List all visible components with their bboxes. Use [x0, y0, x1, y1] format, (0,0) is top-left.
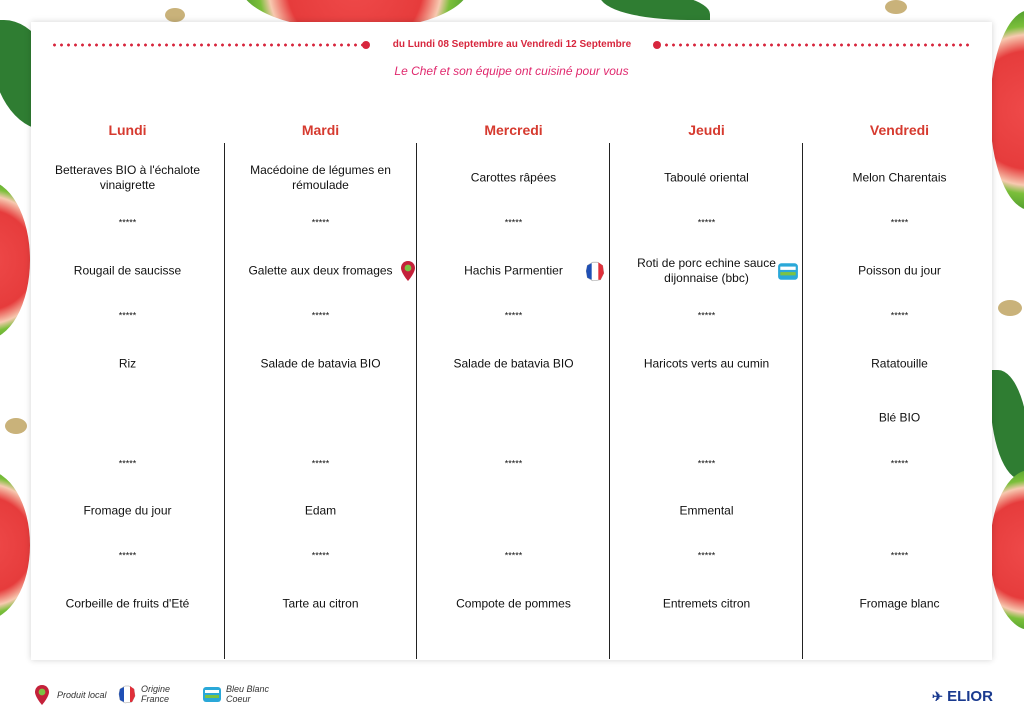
legend-origin-line1: Origine	[141, 684, 171, 694]
course-separator: *****	[311, 550, 330, 561]
bleu-blanc-coeur-icon	[777, 260, 799, 282]
subtitle: Le Chef et son équipe ont cuisiné pour vous	[394, 64, 629, 78]
menu-item: Fromage blanc	[859, 596, 940, 611]
menu-item: Macédoine de légumes en rémoulade	[250, 163, 391, 192]
menu-item: Betteraves BIO à l'échalote vinaigrette	[54, 163, 201, 192]
course-separator: *****	[311, 458, 330, 469]
france-map-icon	[584, 260, 606, 282]
day-heading: Mardi	[301, 122, 340, 138]
day-column-mercredi	[417, 118, 610, 658]
course-separator: *****	[890, 458, 909, 469]
menu-item: Emmental	[679, 503, 734, 518]
course-separator: *****	[504, 310, 523, 321]
menu-item: Taboulé oriental	[664, 170, 749, 185]
watermelon-decoration	[0, 180, 30, 340]
date-range: du Lundi 08 Septembre au Vendredi 12 Septembre	[392, 39, 632, 50]
course-separator: *****	[504, 458, 523, 469]
menu-item: Compote de pommes	[456, 596, 571, 611]
menu-item: Fromage du jour	[83, 503, 172, 518]
course-separator: *****	[697, 550, 716, 561]
dotted-line-left	[51, 42, 363, 48]
dot-bullet-right	[653, 41, 661, 49]
dotted-line-right	[663, 42, 973, 48]
leaf-decoration	[600, 0, 710, 20]
bleu-blanc-coeur-icon	[202, 684, 222, 704]
pin-icon	[397, 260, 419, 282]
dot-bullet-left	[362, 41, 370, 49]
menu-item: Salade de batavia BIO	[260, 356, 381, 371]
elior-logo	[932, 688, 993, 705]
france-map-icon	[117, 684, 137, 704]
legend-origin-line2: France	[141, 694, 170, 704]
day-column-mardi	[224, 118, 417, 658]
course-separator: *****	[697, 310, 716, 321]
course-separator: *****	[697, 458, 716, 469]
menu-item: Roti de porc echine sauce dijonnaise (bbc)	[637, 256, 776, 285]
course-separator: *****	[118, 310, 137, 321]
day-heading: Jeudi	[688, 122, 725, 138]
watermelon-decoration	[0, 470, 30, 620]
day-column-vendredi	[803, 118, 996, 658]
course-separator: *****	[118, 550, 137, 561]
course-separator: *****	[118, 458, 137, 469]
pin-icon	[34, 684, 50, 706]
course-separator: *****	[118, 217, 137, 228]
day-heading: Mercredi	[484, 122, 543, 138]
menu-item: Ratatouille	[871, 356, 928, 371]
course-separator: *****	[504, 217, 523, 228]
course-separator: *****	[311, 217, 330, 228]
menu-item: Haricots verts au cumin	[643, 356, 770, 371]
menu-item: Tarte au citron	[282, 596, 359, 611]
course-separator: *****	[697, 217, 716, 228]
seed-decoration	[885, 0, 907, 14]
legend-origin	[141, 684, 170, 704]
elior-bird-icon: ✈	[932, 689, 943, 704]
menu-item: Rougail de saucisse	[73, 263, 182, 278]
seed-decoration	[5, 418, 27, 434]
menu-card	[31, 22, 992, 660]
course-separator: *****	[504, 550, 523, 561]
menu-item: Riz	[118, 356, 137, 371]
legend-bbc-line1: Bleu Blanc	[226, 684, 270, 694]
day-heading: Lundi	[108, 122, 147, 138]
legend-local: Produit local	[57, 690, 107, 700]
menu-item: Edam	[304, 503, 337, 518]
menu-item: Salade de batavia BIO	[453, 356, 574, 371]
seed-decoration	[165, 8, 185, 22]
menu-item: Entremets citron	[662, 596, 751, 611]
menu-item: Poisson du jour	[858, 263, 941, 278]
menu-item: Melon Charentais	[852, 170, 947, 185]
day-heading: Vendredi	[869, 122, 930, 138]
menu-item: Galette aux deux fromages	[248, 263, 393, 278]
legend-bbc-line2: Coeur	[226, 694, 251, 704]
menu-item: Carottes râpées	[470, 170, 557, 185]
day-column-jeudi	[610, 118, 803, 658]
brand-name: ELIOR	[947, 688, 993, 705]
course-separator: *****	[890, 217, 909, 228]
menu-item: Blé BIO	[878, 410, 921, 425]
course-separator: *****	[890, 310, 909, 321]
legend-bbc	[226, 684, 269, 704]
menu-item: Hachis Parmentier	[464, 263, 563, 278]
course-separator: *****	[311, 310, 330, 321]
seed-decoration	[998, 300, 1022, 316]
menu-item: Corbeille de fruits d'Eté	[65, 596, 190, 611]
day-column-lundi	[31, 118, 224, 658]
course-separator: *****	[890, 550, 909, 561]
